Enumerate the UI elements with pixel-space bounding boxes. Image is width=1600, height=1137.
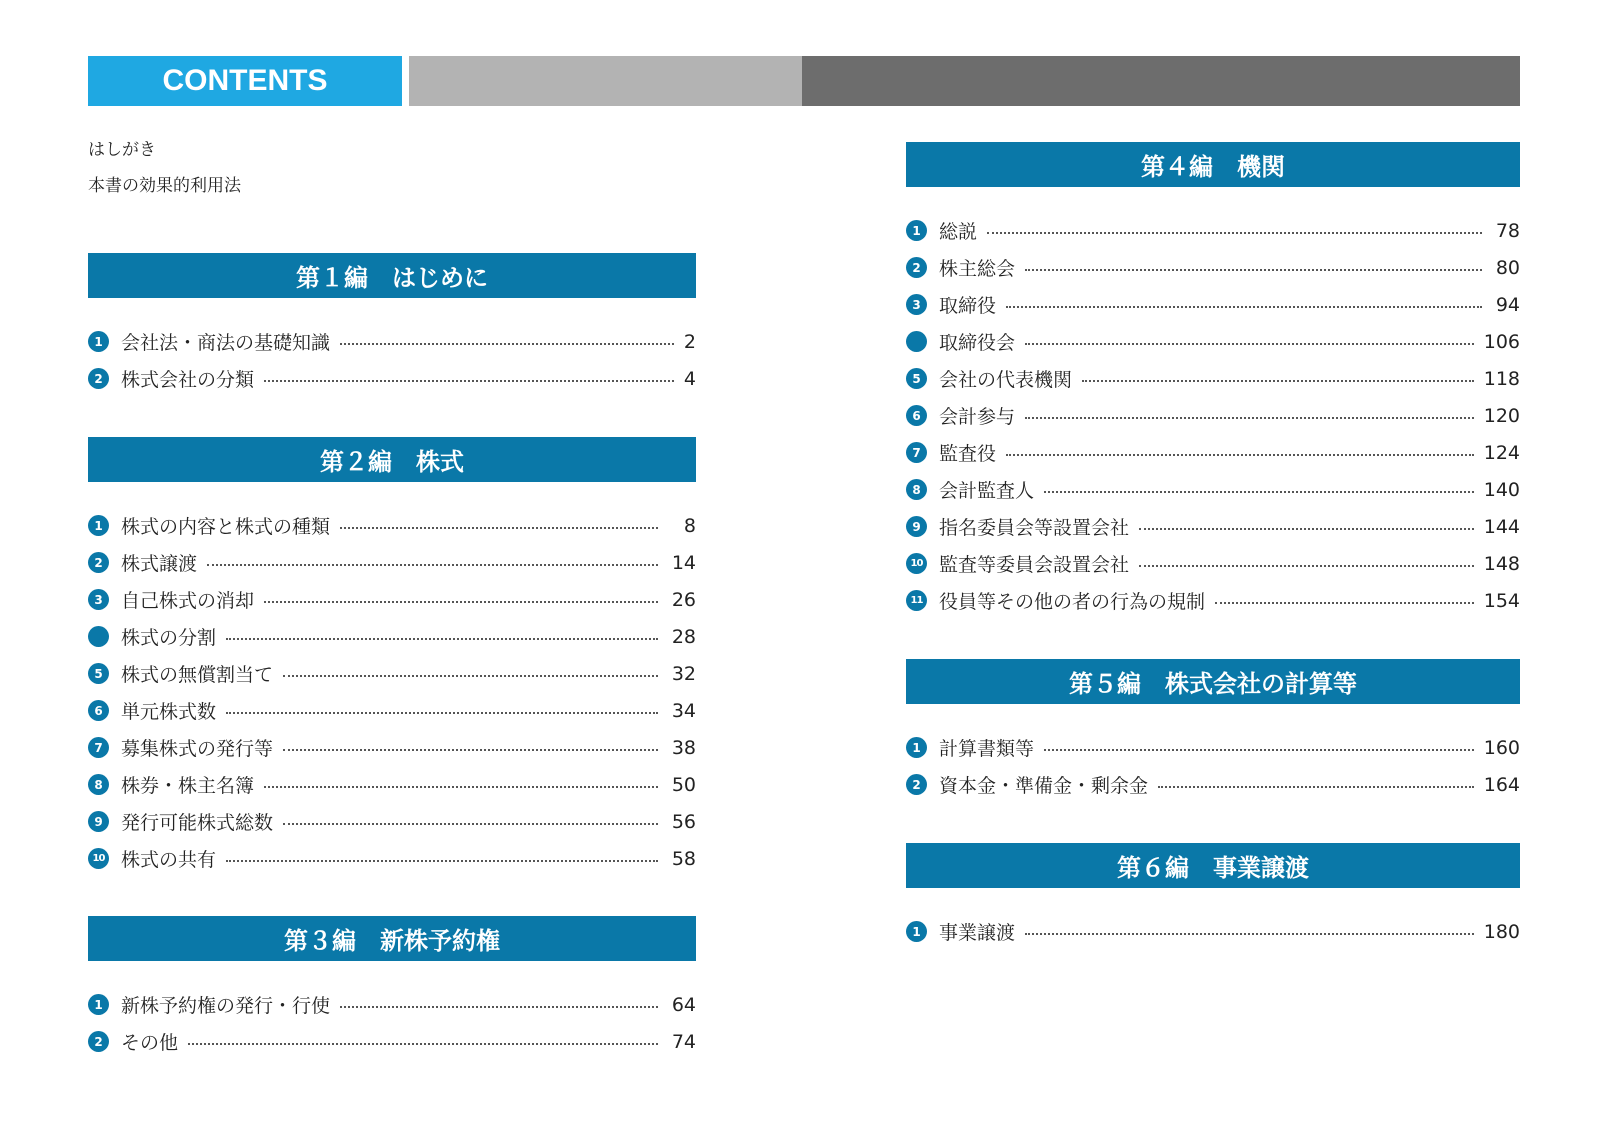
toc-entry[interactable]	[88, 507, 696, 544]
toc-entry[interactable]	[906, 545, 1520, 582]
entry-label: その他	[121, 1032, 179, 1054]
entry-label: 監査等委員会設置会社	[939, 554, 1130, 576]
entry-page-number: 94	[1495, 293, 1520, 316]
entry-number-badge: 8	[906, 479, 927, 500]
toc-entry[interactable]	[88, 803, 696, 840]
entry-page-number: 124	[1483, 441, 1520, 464]
entry-label: 会計参与	[939, 406, 1016, 428]
entry-page-number: 78	[1495, 219, 1520, 242]
toc-list	[88, 507, 696, 877]
dot-leader	[340, 343, 674, 345]
entry-number-badge: 2	[906, 774, 927, 795]
toc-section	[906, 659, 1520, 803]
intro-preface[interactable]: はしがき	[88, 140, 156, 160]
intro-howto[interactable]: 本書の効果的利用法	[88, 176, 241, 196]
entry-page-number: 64	[671, 993, 696, 1016]
entry-page-number: 154	[1483, 589, 1520, 612]
section-title: 第２編 株式	[88, 437, 696, 482]
toc-entry[interactable]	[88, 618, 696, 655]
entry-number-badge: 2	[88, 552, 109, 573]
dot-leader	[1158, 786, 1474, 788]
toc-section	[906, 142, 1520, 619]
entry-page-number: 80	[1495, 256, 1520, 279]
entry-number-badge: 1	[906, 921, 927, 942]
toc-entry[interactable]	[88, 655, 696, 692]
entry-page-number: 34	[671, 699, 696, 722]
entry-page-number: 14	[671, 551, 696, 574]
section-title: 第５編 株式会社の計算等	[906, 659, 1520, 704]
entry-page-number: 180	[1483, 920, 1520, 943]
entry-number-badge: 1	[88, 515, 109, 536]
entry-page-number: 32	[671, 662, 696, 685]
toc-list	[88, 986, 696, 1060]
entry-label: 発行可能株式総数	[121, 812, 274, 834]
entry-page-number: 160	[1483, 736, 1520, 759]
dot-leader	[1044, 749, 1474, 751]
toc-entry[interactable]	[906, 397, 1520, 434]
entry-label: 募集株式の発行等	[121, 738, 274, 760]
entry-page-number: 38	[671, 736, 696, 759]
section-title: 第１編 はじめに	[88, 253, 696, 298]
entry-page-number: 26	[671, 588, 696, 611]
entry-label: 単元株式数	[121, 701, 217, 723]
entry-label: 株式会社の分類	[121, 369, 255, 391]
entry-page-number: 164	[1483, 773, 1520, 796]
entry-number-badge: 1	[906, 220, 927, 241]
toc-entry[interactable]	[88, 766, 696, 803]
toc-entry[interactable]	[88, 729, 696, 766]
dot-leader	[283, 823, 658, 825]
toc-entry[interactable]	[88, 1023, 696, 1060]
dot-leader	[264, 601, 658, 603]
toc-section	[88, 253, 696, 397]
entry-label: 新株予約権の発行・行使	[121, 995, 331, 1017]
toc-entry[interactable]	[906, 249, 1520, 286]
entry-page-number: 56	[671, 810, 696, 833]
dot-leader	[1139, 528, 1474, 530]
entry-number-badge: 9	[88, 811, 109, 832]
contents-header: CONTENTS	[88, 56, 402, 106]
entry-label: 株式の内容と株式の種類	[121, 516, 331, 538]
entry-page-number: 28	[671, 625, 696, 648]
entry-label: 役員等その他の者の行為の規制	[939, 591, 1206, 613]
toc-entry[interactable]	[88, 581, 696, 618]
dot-leader	[987, 232, 1482, 234]
toc-entry[interactable]	[88, 840, 696, 877]
entry-page-number: 118	[1483, 367, 1520, 390]
section-title: 第３編 新株予約権	[88, 916, 696, 961]
toc-entry[interactable]	[906, 913, 1520, 950]
dot-leader	[264, 380, 674, 382]
entry-label: 事業譲渡	[939, 922, 1016, 944]
entry-page-number: 144	[1483, 515, 1520, 538]
toc-section	[906, 843, 1520, 950]
toc-list	[88, 323, 696, 397]
dot-leader	[226, 638, 658, 640]
entry-number-badge: 5	[906, 368, 927, 389]
dot-leader	[1139, 565, 1474, 567]
entry-page-number: 148	[1483, 552, 1520, 575]
entry-label: 取締役会	[939, 332, 1016, 354]
dot-leader	[207, 564, 658, 566]
entry-page-number: 120	[1483, 404, 1520, 427]
dot-leader	[226, 860, 658, 862]
dot-leader	[1044, 491, 1474, 493]
toc-entry[interactable]	[88, 360, 696, 397]
entry-number-badge: 5	[88, 663, 109, 684]
entry-number-badge: 1	[906, 737, 927, 758]
entry-page-number: 4	[683, 367, 696, 390]
entry-number-badge: 7	[88, 737, 109, 758]
dot-leader	[340, 1006, 658, 1008]
toc-list	[906, 729, 1520, 803]
dot-leader	[1025, 343, 1474, 345]
toc-entry[interactable]	[906, 508, 1520, 545]
entry-number-badge: 2	[906, 257, 927, 278]
entry-number-badge: 3	[88, 589, 109, 610]
entry-number-badge: 9	[906, 516, 927, 537]
entry-number-badge: 6	[88, 700, 109, 721]
entry-label: 取締役	[939, 295, 997, 317]
toc-entry[interactable]	[88, 544, 696, 581]
dot-leader	[1025, 933, 1474, 935]
entry-page-number: 74	[671, 1030, 696, 1053]
entry-number-badge: 11	[906, 590, 927, 611]
entry-number-badge: 2	[88, 368, 109, 389]
section-title: 第６編 事業譲渡	[906, 843, 1520, 888]
entry-label: 株式譲渡	[121, 553, 198, 575]
entry-label: 計算書類等	[939, 738, 1035, 760]
dot-leader	[1025, 417, 1474, 419]
entry-label: 株式の無償割当て	[121, 664, 274, 686]
entry-label: 株主総会	[939, 258, 1016, 280]
toc-entry[interactable]	[906, 582, 1520, 619]
toc-entry[interactable]	[906, 323, 1520, 360]
entry-page-number: 2	[683, 330, 696, 353]
section-title: 第４編 機関	[906, 142, 1520, 187]
entry-number-badge: 6	[906, 405, 927, 426]
toc-entry[interactable]	[88, 692, 696, 729]
dot-leader	[188, 1043, 658, 1045]
header-band-light	[409, 56, 802, 106]
toc-section	[88, 916, 696, 1060]
toc-entry[interactable]	[88, 986, 696, 1023]
toc-entry[interactable]	[906, 360, 1520, 397]
dot-leader	[1025, 269, 1482, 271]
dot-leader	[1215, 602, 1474, 604]
toc-list	[906, 212, 1520, 619]
entry-number-badge: 1	[88, 331, 109, 352]
entry-label: 資本金・準備金・剰余金	[939, 775, 1149, 797]
entry-label: 会計監査人	[939, 480, 1035, 502]
dot-leader	[1082, 380, 1474, 382]
toc-entry[interactable]	[906, 212, 1520, 249]
entry-page-number: 8	[683, 514, 696, 537]
entry-number-badge: 10	[906, 553, 927, 574]
entry-number-badge	[88, 626, 109, 647]
toc-entry[interactable]	[906, 729, 1520, 766]
entry-page-number: 50	[671, 773, 696, 796]
entry-label: 株式の分割	[121, 627, 217, 649]
entry-number-badge: 2	[88, 1031, 109, 1052]
entry-number-badge	[906, 331, 927, 352]
entry-page-number: 140	[1483, 478, 1520, 501]
toc-entry[interactable]	[906, 471, 1520, 508]
entry-label: 会社の代表機関	[939, 369, 1073, 391]
toc-list	[906, 913, 1520, 950]
toc-entry[interactable]	[906, 286, 1520, 323]
entry-number-badge: 7	[906, 442, 927, 463]
entry-number-badge: 10	[88, 848, 109, 869]
dot-leader	[283, 749, 658, 751]
toc-entry[interactable]	[88, 323, 696, 360]
entry-label: 自己株式の消却	[121, 590, 255, 612]
entry-page-number: 106	[1483, 330, 1520, 353]
entry-label: 株式の共有	[121, 849, 217, 871]
dot-leader	[283, 675, 658, 677]
entry-label: 総説	[939, 221, 978, 243]
entry-label: 指名委員会等設置会社	[939, 517, 1130, 539]
dot-leader	[1006, 454, 1474, 456]
header-band-dark	[802, 56, 1520, 106]
entry-label: 会社法・商法の基礎知識	[121, 332, 331, 354]
entry-label: 株券・株主名簿	[121, 775, 255, 797]
entry-number-badge: 8	[88, 774, 109, 795]
dot-leader	[264, 786, 658, 788]
dot-leader	[226, 712, 658, 714]
toc-section	[88, 437, 696, 877]
dot-leader	[340, 527, 658, 529]
entry-page-number: 58	[671, 847, 696, 870]
entry-label: 監査役	[939, 443, 997, 465]
dot-leader	[1006, 306, 1482, 308]
toc-entry[interactable]	[906, 766, 1520, 803]
entry-number-badge: 3	[906, 294, 927, 315]
toc-entry[interactable]	[906, 434, 1520, 471]
entry-number-badge: 1	[88, 994, 109, 1015]
